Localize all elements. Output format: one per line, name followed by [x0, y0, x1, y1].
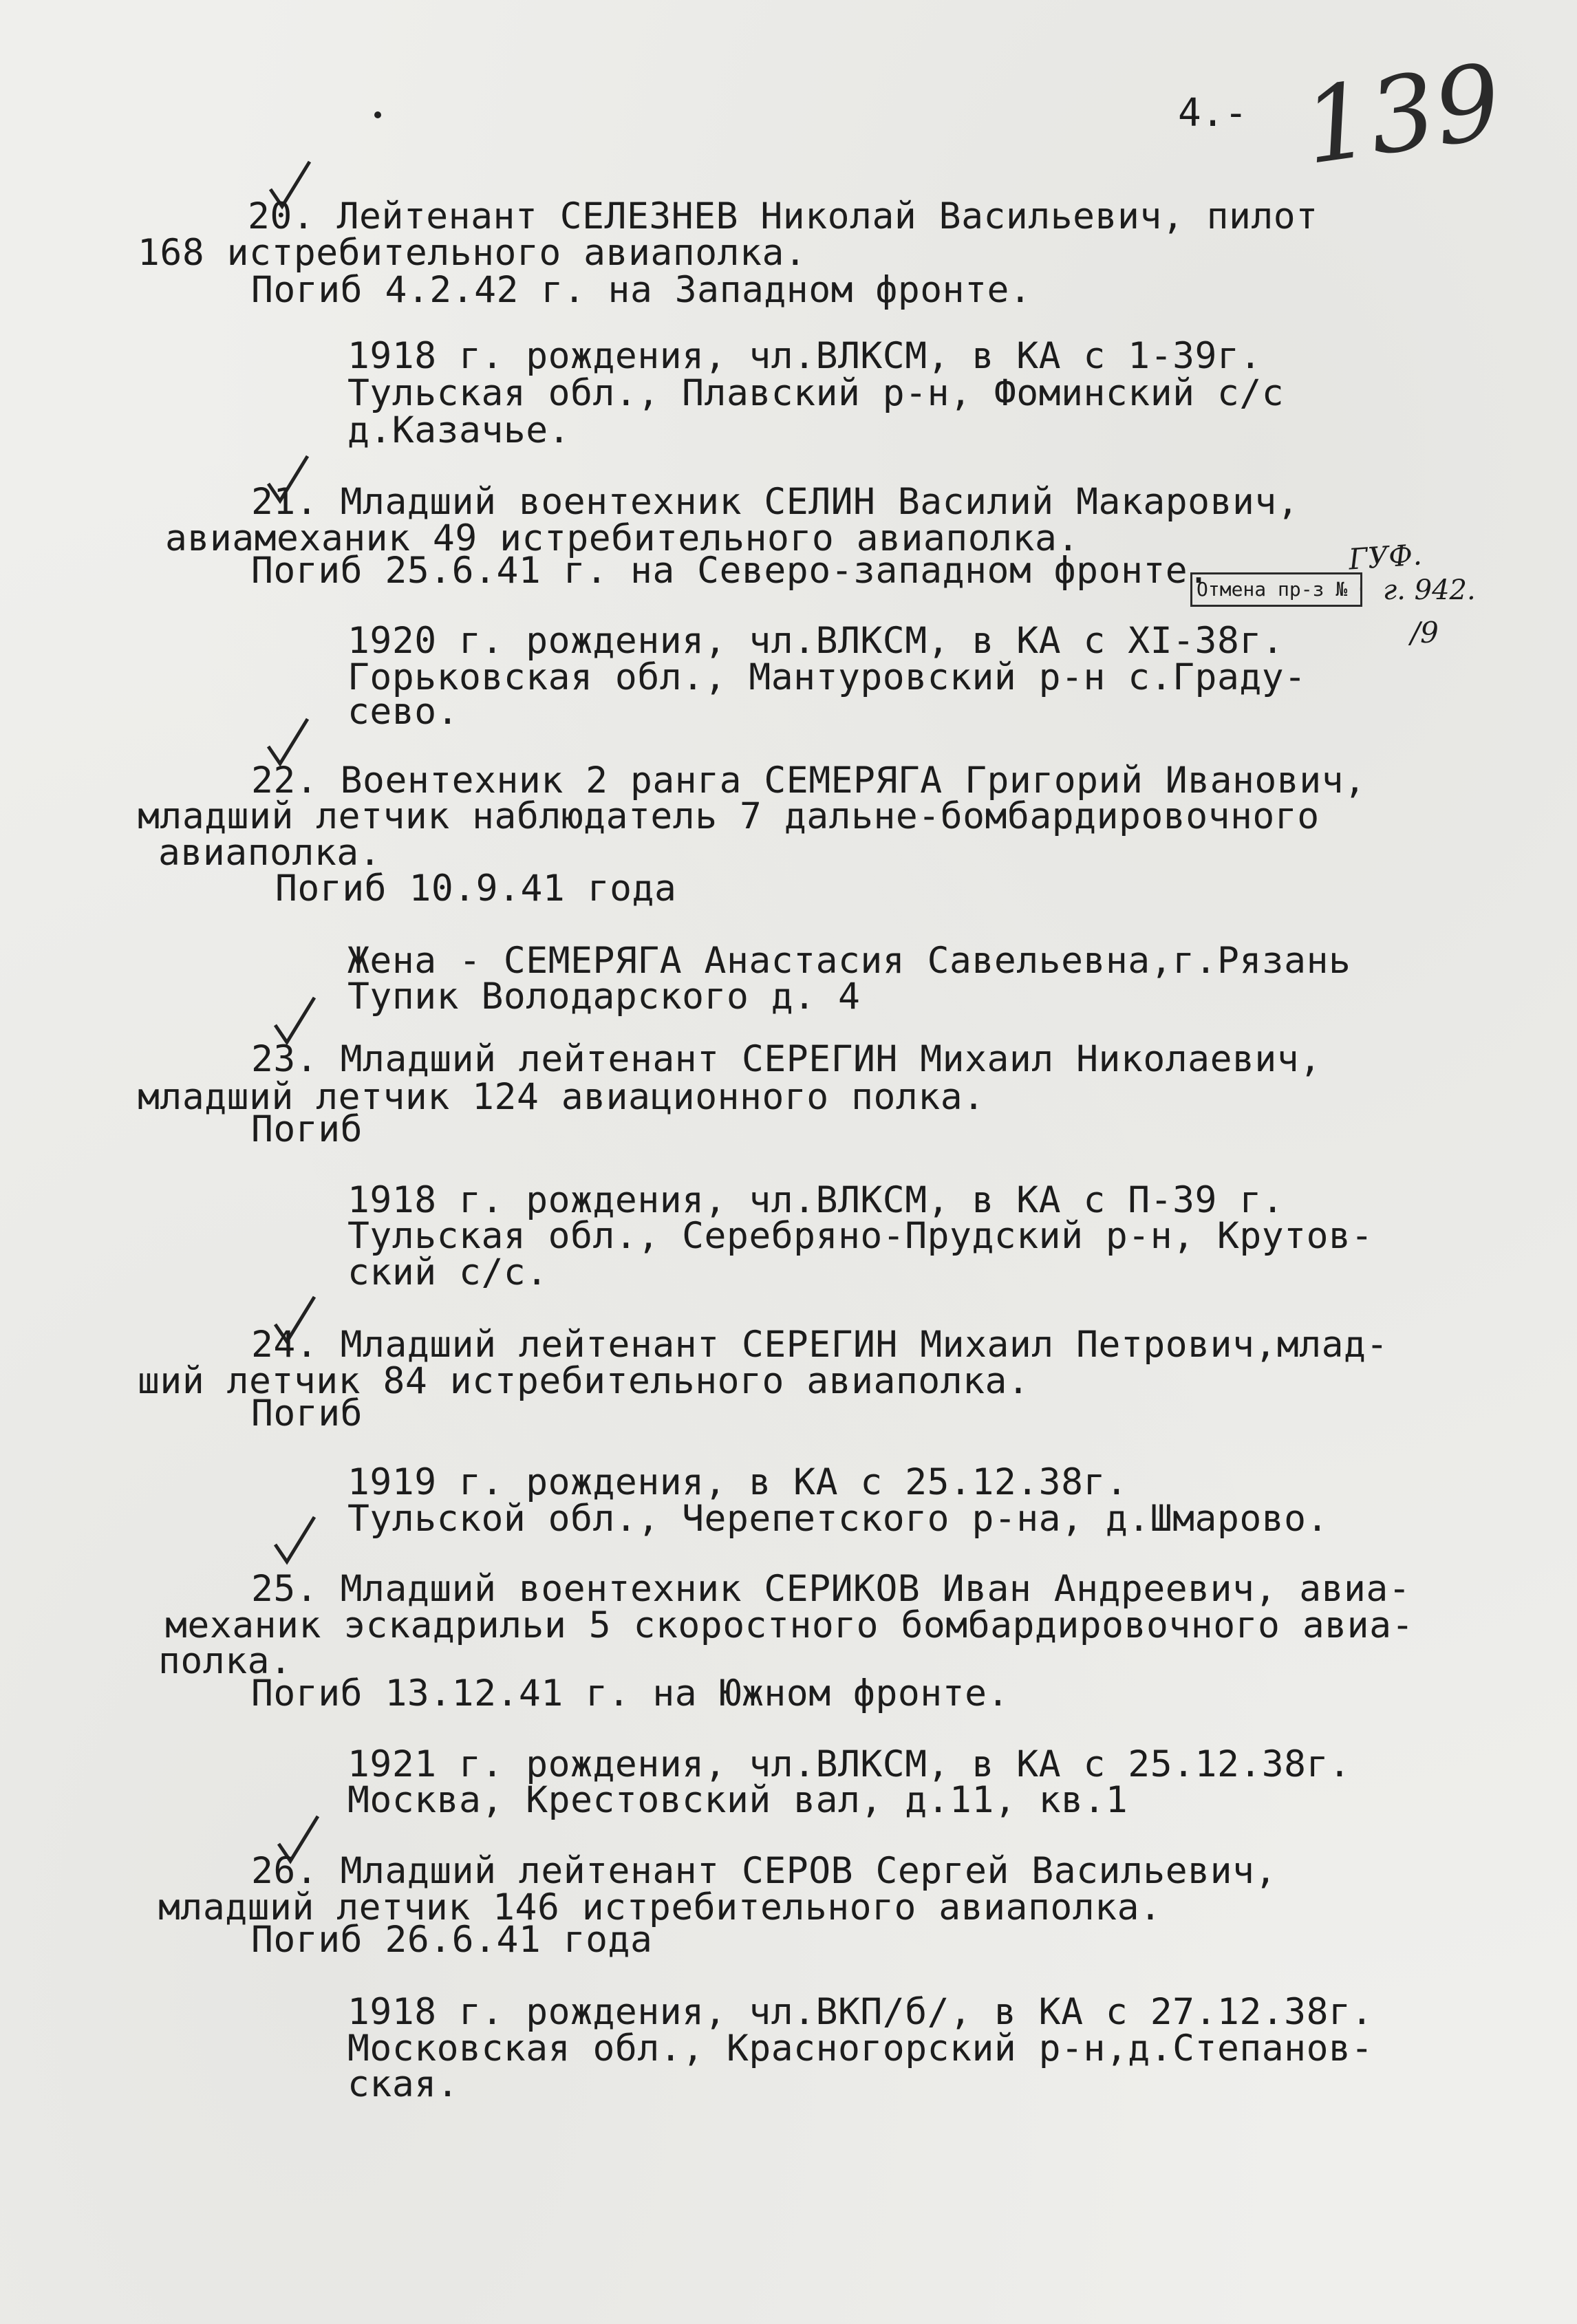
entry-21-line-4: 1920 г. рождения, чл.ВЛКСМ, в КА с XI-38г.	[347, 620, 1285, 662]
entry-23-line-5: Тульская обл., Серебряно-Прудский р-н, Крутов-	[347, 1215, 1373, 1257]
entry-20-line-3: Погиб 4.2.42 г. на Западном фронте.	[251, 269, 1032, 311]
entry-20-line-2: 168 истребительного авиаполка.	[138, 232, 807, 274]
handwritten-folio-number: 139	[1296, 41, 1509, 189]
entry-26-line-5: Московская обл., Красногорский р-н,д.Степанов-	[347, 2027, 1373, 2069]
entry-22-line-3: авиаполка.	[158, 832, 382, 874]
entry-21-line-2: авиамеханик 49 истребительного авиаполка.	[165, 517, 1080, 559]
entry-23-line-2: младший летчик 124 авиационного полка.	[138, 1076, 985, 1118]
page-number: 4.-	[1178, 91, 1248, 136]
entry-25-line-2: механик эскадрильи 5 скоростного бомбардировочного авиа-	[165, 1604, 1414, 1646]
stamp-code: г. 942.	[1383, 574, 1476, 606]
entry-25-line-4: Погиб 13.12.41 г. на Южном фронте.	[251, 1672, 1009, 1714]
entry-26-line-3: Погиб 26.6.41 года	[251, 1919, 653, 1961]
entry-21-line-5: Горьковская обл., Мантуровский р-н с.Граду-	[347, 656, 1307, 698]
entry-24-line-3: Погиб	[251, 1392, 363, 1434]
entry-25-line-5: 1921 г. рождения, чл.ВЛКСМ, в КА с 25.12.38г.	[347, 1743, 1351, 1785]
entry-21-line-1: 21. Младший воентехник СЕЛИН Василий Макарович,	[251, 481, 1300, 523]
entry-24-line-4: 1919 г. рождения, в КА с 25.12.38г.	[347, 1461, 1128, 1503]
entry-23-line-6: ский с/с.	[347, 1251, 548, 1293]
entry-22-line-4: Погиб 10.9.41 года	[275, 868, 677, 910]
stamp-handwritten-note: ГУФ.	[1347, 537, 1423, 577]
stamp-bottom-note: /9	[1410, 616, 1439, 649]
check-mark-icon	[272, 1514, 320, 1569]
entry-21-line-6: сево.	[347, 691, 460, 733]
ink-dot	[374, 111, 381, 118]
entry-22-line-6: Тупик Володарского д. 4	[347, 976, 861, 1018]
entry-20-line-6: д.Казачье.	[347, 409, 571, 451]
entry-25-line-1: 25. Младший воентехник СЕРИКОВ Иван Андреевич, авиа-	[251, 1568, 1411, 1610]
entry-24-line-2: ший летчик 84 истребительного авиаполка.	[138, 1360, 1030, 1402]
entry-23-line-1: 23. Младший лейтенант СЕРЕГИН Михаил Николаевич,	[251, 1038, 1322, 1080]
entry-23-line-3: Погиб	[251, 1108, 363, 1150]
entry-24-line-5: Тульской обл., Черепетского р-на, д.Шмарово.	[347, 1498, 1329, 1540]
entry-20-line-5: Тульская обл., Плавский р-н, Фоминский с/с	[347, 372, 1285, 414]
entry-20-line-1: 20. Лейтенант СЕЛЕЗНЕВ Николай Васильевич, пилот	[248, 195, 1318, 237]
entry-22-line-2: младший летчик наблюдатель 7 дальне-бомбардировочного	[138, 795, 1320, 837]
entry-26-line-6: ская.	[347, 2063, 460, 2105]
entry-25-line-6: Москва, Крестовский вал, д.11, кв.1	[347, 1779, 1128, 1821]
entry-24-line-1: 24. Младший лейтенант СЕРЕГИН Михаил Петрович,млад-	[251, 1324, 1388, 1366]
entry-23-line-4: 1918 г. рождения, чл.ВЛКСМ, в КА с П-39 г.	[347, 1179, 1285, 1221]
archive-stamp	[1190, 572, 1362, 607]
entry-25-line-3: полка.	[158, 1640, 292, 1682]
entry-26-line-1: 26. Младший лейтенант СЕРОВ Сергей Васильевич,	[251, 1850, 1277, 1892]
entry-26-line-2: младший летчик 146 истребительного авиаполка.	[158, 1886, 1162, 1928]
stamp-number	[1359, 578, 1362, 601]
entry-20-line-4: 1918 г. рождения, чл.ВЛКСМ, в КА с 1-39г.	[347, 335, 1262, 377]
entry-21-line-3: Погиб 25.6.41 г. на Северо-западном фронте.	[251, 550, 1210, 592]
entry-26-line-4: 1918 г. рождения, чл.ВКП/б/, в КА с 27.12.38г.	[347, 1991, 1373, 2033]
entry-22-line-1: 22. Воентехник 2 ранга СЕМЕРЯГА Григорий Иванович,	[251, 760, 1366, 801]
entry-22-line-5: Жена - СЕМЕРЯГА Анастасия Савельевна,г.Рязань	[347, 940, 1351, 982]
stamp-label: Отмена пр-з №	[1197, 578, 1348, 601]
